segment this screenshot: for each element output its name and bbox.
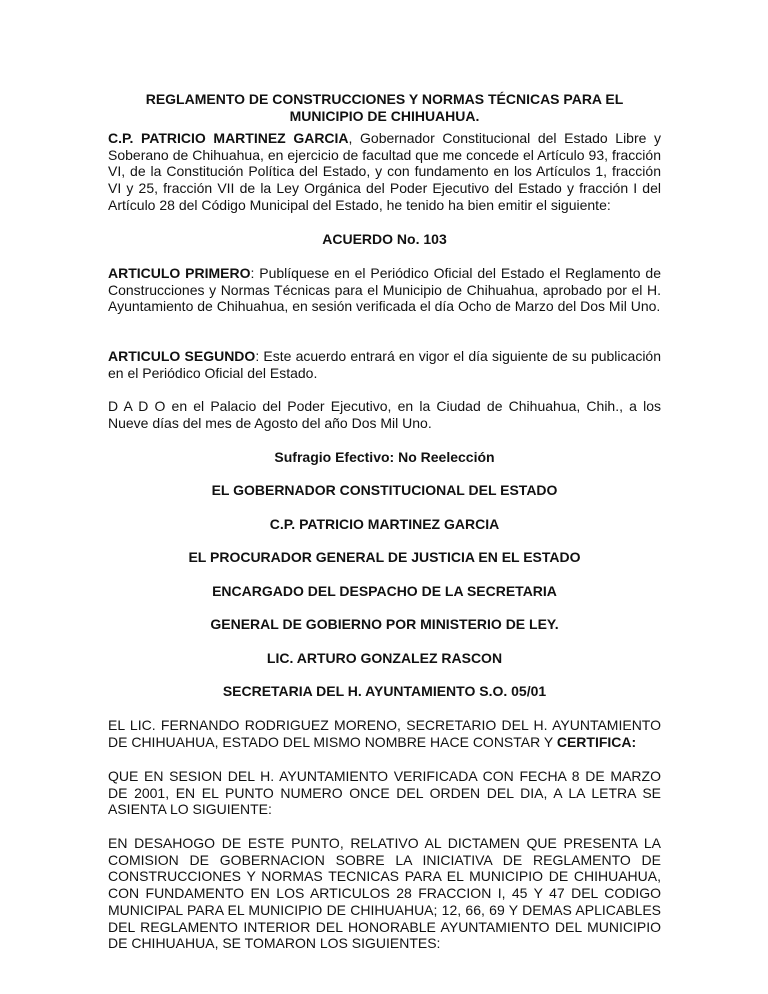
- intro-text: , Gobernador Constitucional del Estado Libre y Soberano de Chihuahua, en ejercicio de facultad que me concede el Artículo 93, fracción VI, de la Constitución Política del Estado, y con fundamento en los Artículos 1, fracción VI y 25, fracción VII de la Ley Orgánica del Poder Ejecutivo del Estado y fracción I del Artículo 28 del Código Municipal del Estado, he tenido ha bien emitir el siguiente:: [108, 130, 662, 213]
- articulo-primero-label: ARTICULO PRIMERO: [108, 265, 251, 281]
- articulo-segundo: [108, 348, 661, 381]
- certifica-text: EL LIC. FERNANDO RODRIGUEZ MORENO, SECRETARIO DEL H. AYUNTAMIENTO DE CHIHUAHUA, ESTADO DEL MISMO NOMBRE HACE CONSTAR Y: [108, 717, 661, 750]
- articulo-primero: [108, 265, 661, 315]
- governor-name: C.P. PATRICIO MARTINEZ GARCIA: [108, 130, 349, 146]
- intro-paragraph: [108, 130, 661, 214]
- que-paragraph: QUE EN SESION DEL H. AYUNTAMIENTO VERIFICADA CON FECHA 8 DE MARZO DE 2001, EN EL PUNTO NUMERO ONCE DEL ORDEN DEL DIA, A LA LETRA SE ASIENTA LO SIGUIENTE:: [108, 768, 661, 818]
- articulo-segundo-text: : Este acuerdo entrará en vigor el día siguiente de su publicación en el Periódico Oficial del Estado.: [108, 348, 661, 381]
- centered-line: EL PROCURADOR GENERAL DE JUSTICIA EN EL ESTADO: [188, 549, 581, 565]
- centered-line: SECRETARIA DEL H. AYUNTAMIENTO S.O. 05/01: [222, 683, 547, 699]
- centered-line: EL GOBERNADOR CONSTITUCIONAL DEL ESTADO: [211, 482, 558, 498]
- centered-line: Sufragio Efectivo: No Reelección: [274, 449, 495, 465]
- acuerdo-heading: ACUERDO No. 103: [322, 231, 447, 247]
- centered-line: GENERAL DE GOBIERNO POR MINISTERIO DE LEY.: [210, 616, 559, 632]
- articulo-primero-text: : Publíquese en el Periódico Oficial del Estado el Reglamento de Construcciones y Normas Técnicas para el Municipio de Chihuahua, aprobado por el H. Ayuntamiento de Chihuahua, en sesión verificada el día Ocho de Marzo del Dos Mil Uno.: [108, 265, 661, 315]
- dado-paragraph: D A D O en el Palacio del Poder Ejecutivo, en la Ciudad de Chihuahua, Chih., a los Nueve días del mes de Agosto del año Dos Mil Uno.: [108, 398, 661, 431]
- articulo-segundo-label: ARTICULO SEGUNDO: [108, 348, 256, 364]
- centered-line: LIC. ARTURO GONZALEZ RASCON: [266, 650, 503, 666]
- desahogo-paragraph: EN DESAHOGO DE ESTE PUNTO, RELATIVO AL DICTAMEN QUE PRESENTA LA COMISION DE GOBERNACION SOBRE LA INICIATIVA DE REGLAMENTO DE CONSTRUCCIONES Y NORMAS TECNICAS PARA EL MUNICIPIO DE CHIHUAHUA, CON FUNDAMENTO EN LOS ARTICULOS 28 FRACCION I, 45 Y 47 DEL CODIGO MUNICIPAL PARA EL MUNICIPIO DE CHIHUAHUA; 12, 66, 69 Y DEMAS APLICABLES DEL REGLAMENTO INTERIOR DEL HONORABLE AYUNTAMIENTO DEL MUNICIPIO DE CHIHUAHUA, SE TOMARON LOS SIGUIENTES:: [108, 835, 661, 952]
- centered-line: C.P. PATRICIO MARTINEZ GARCIA: [269, 516, 500, 532]
- certifica-paragraph: [108, 717, 661, 750]
- centered-line: ENCARGADO DEL DESPACHO DE LA SECRETARIA: [212, 583, 557, 599]
- document-title: REGLAMENTO DE CONSTRUCCIONES Y NORMAS TÉCNICAS PARA EL MUNICIPIO DE CHIHUAHUA.: [145, 91, 624, 124]
- certifica-label: CERTIFICA:: [556, 733, 637, 750]
